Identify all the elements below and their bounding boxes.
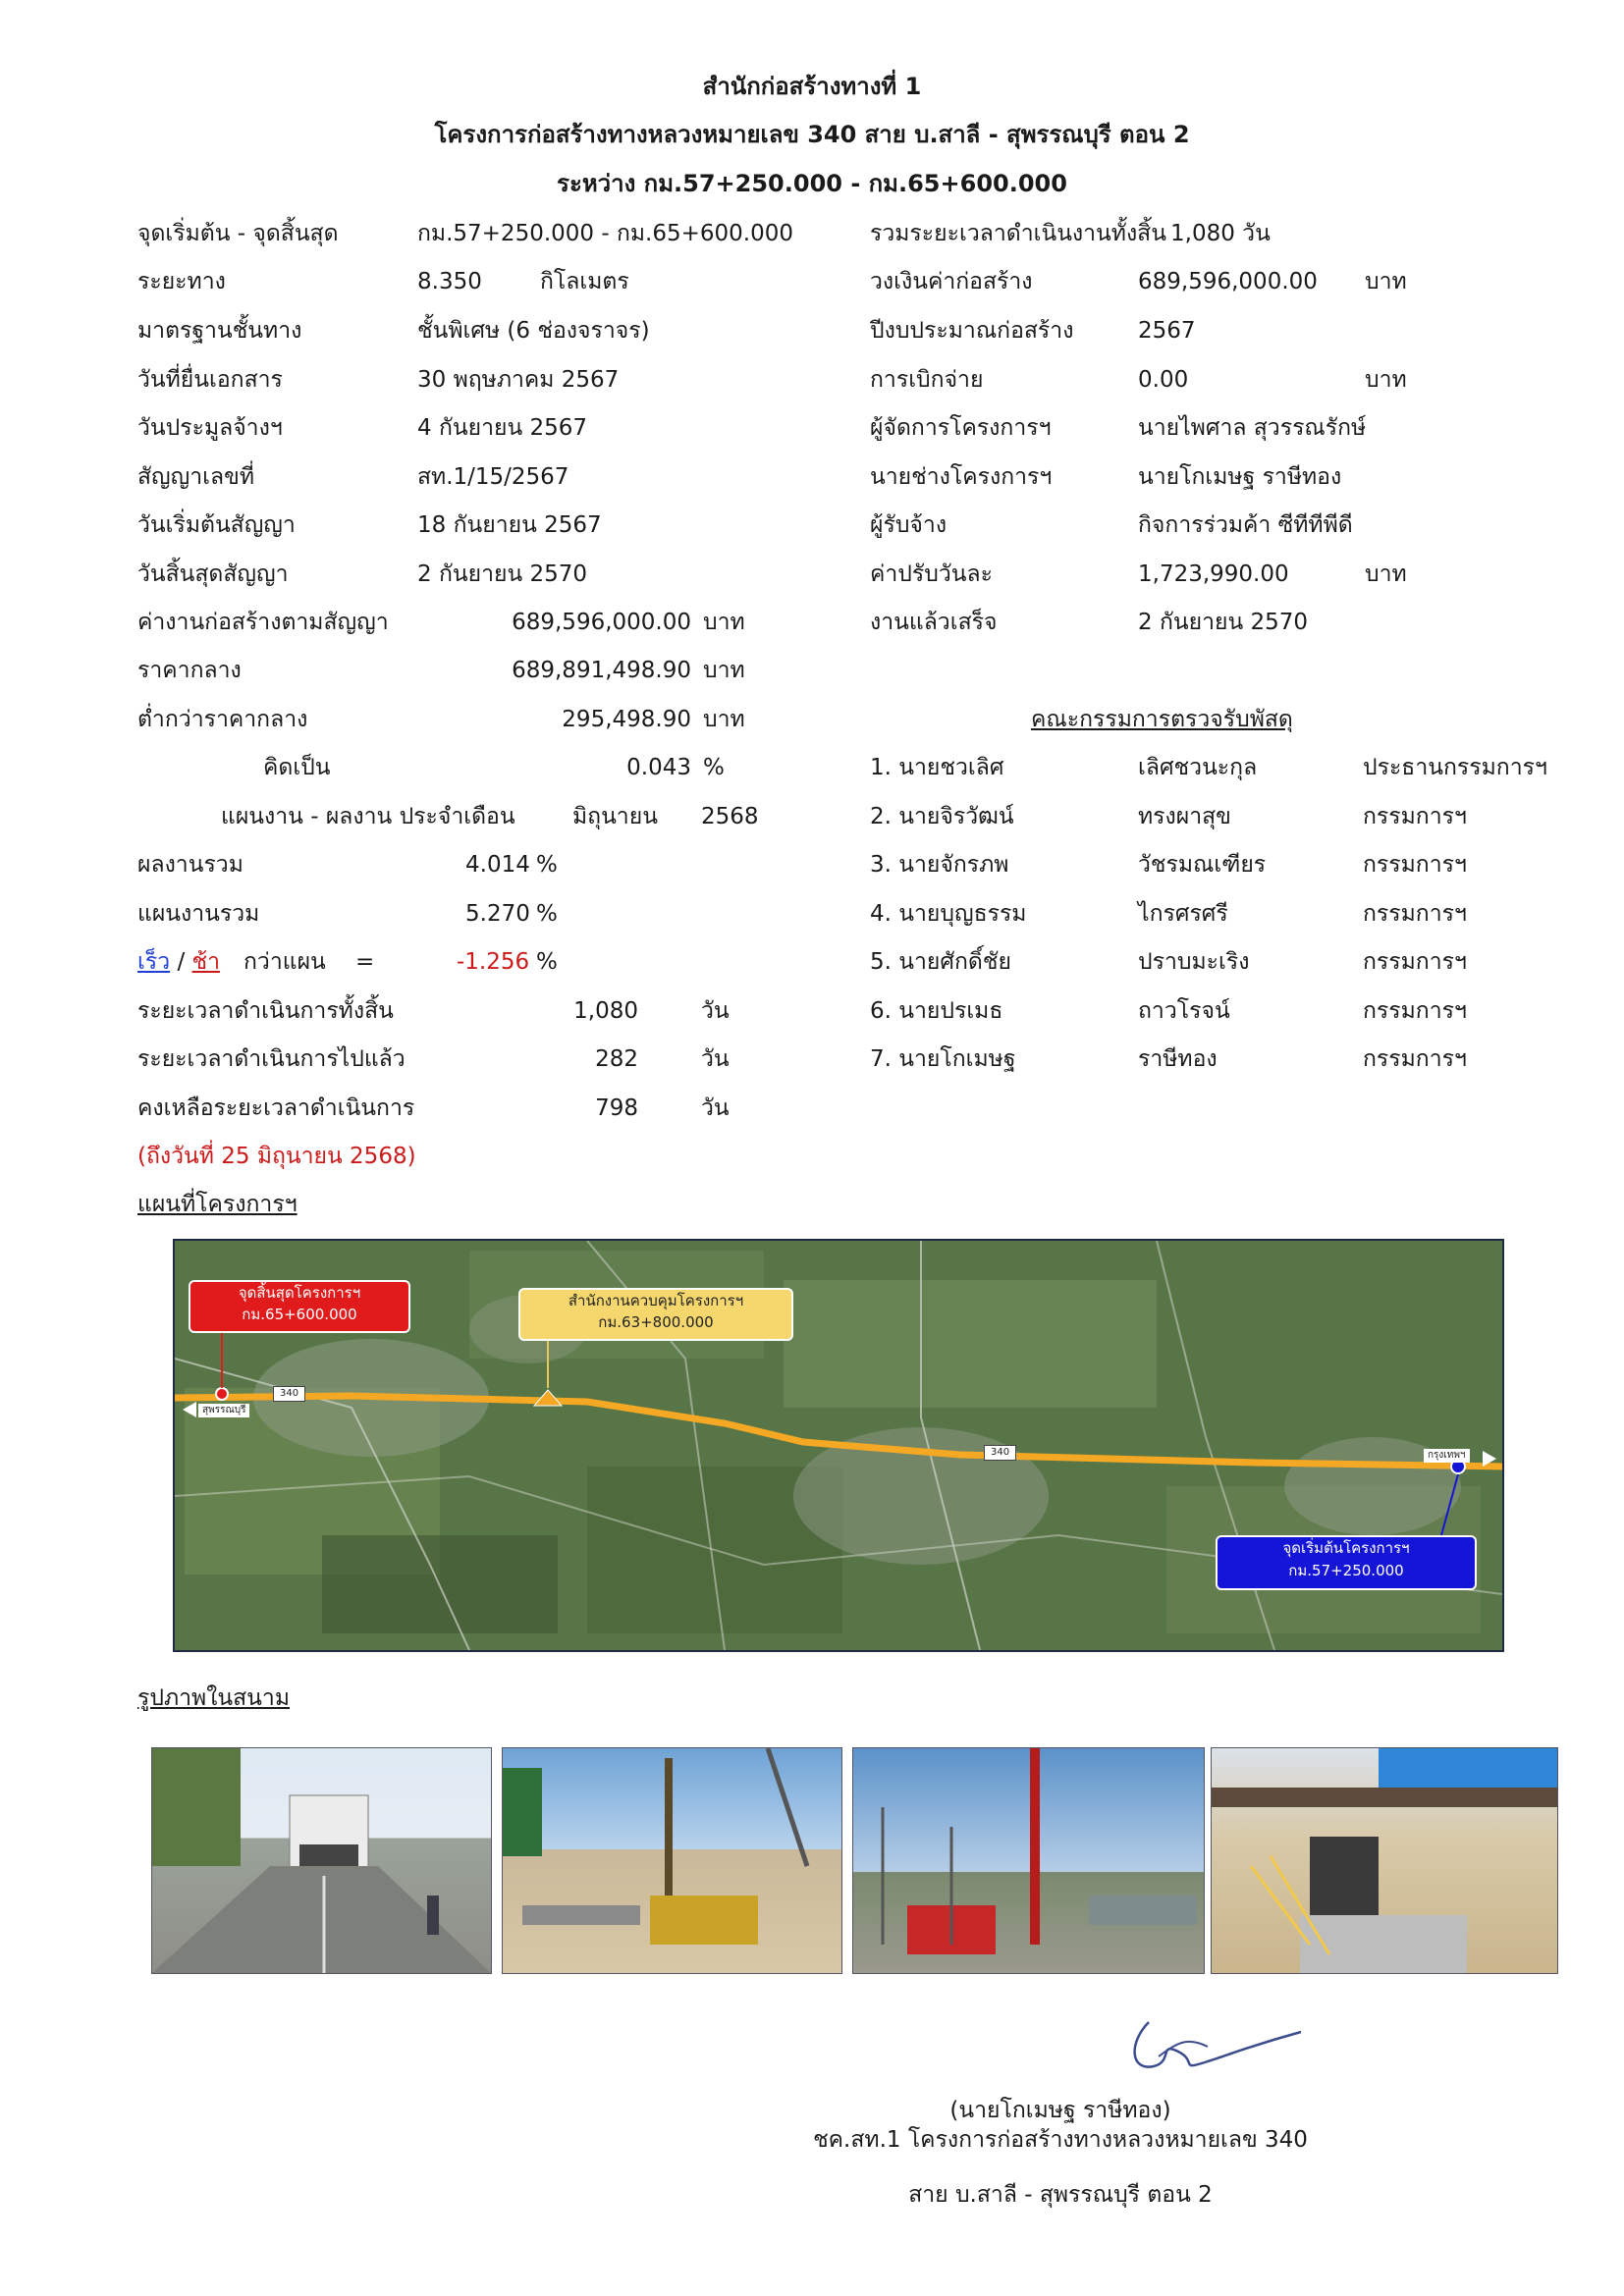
info-value: 2 กันยายน 2570 bbox=[1138, 610, 1309, 635]
suphanburi-direction-label: สุพรรณบุรี bbox=[198, 1404, 249, 1417]
cost-label: ต่ำกว่าราคากลาง bbox=[137, 707, 308, 732]
progress-unit: % bbox=[536, 852, 558, 878]
project-map bbox=[173, 1239, 1504, 1652]
info-value: 1,723,990.00 bbox=[1138, 561, 1289, 587]
info-value: นายไพศาล สุวรรณรักษ์ bbox=[1138, 415, 1367, 441]
signer-position-2: สาย บ.สาลี - สุพรรณบุรี ตอน 2 bbox=[908, 2182, 1213, 2208]
info-value: 0.00 bbox=[1138, 367, 1189, 393]
control-office-marker-label bbox=[518, 1288, 793, 1341]
duration-unit: วัน bbox=[701, 1046, 730, 1072]
committee-name: 5. นายศักดิ์ชัย bbox=[870, 949, 1011, 975]
route-340-shield: 340 bbox=[984, 1445, 1016, 1461]
committee-name: 1. นายชวเลิศ bbox=[870, 755, 1004, 780]
project-start-marker-label bbox=[1216, 1535, 1477, 1590]
committee-surname: ราษีทอง bbox=[1138, 1046, 1218, 1072]
committee-role: กรรมการฯ bbox=[1363, 998, 1467, 1024]
cost-value: 689,596,000.00 bbox=[512, 610, 691, 635]
info-value: ชั้นพิเศษ (6 ช่องจราจร) bbox=[417, 318, 650, 344]
info-unit: บาท bbox=[1365, 269, 1407, 294]
info-value: นายโกเมษฐ ราษีทอง bbox=[1138, 464, 1342, 490]
piling-photo-drawing bbox=[503, 1748, 841, 1973]
info-value: 2567 bbox=[1138, 318, 1196, 344]
field-photo-road bbox=[151, 1747, 492, 1974]
duration-label: คงเหลือระยะเวลาดำเนินการ bbox=[137, 1095, 415, 1121]
info-unit: บาท bbox=[1365, 561, 1407, 587]
info-value: 30 พฤษภาคม 2567 bbox=[417, 367, 620, 393]
route-340-shield: 340 bbox=[273, 1386, 305, 1402]
fast-slow-separator: / bbox=[170, 949, 192, 975]
info-value: สท.1/15/2567 bbox=[417, 464, 569, 490]
slow-label: ช้า bbox=[191, 949, 221, 975]
info-label: การเบิกจ่าย bbox=[870, 367, 984, 393]
info-value: กิจการร่วมค้า ซีทีทีพีดี bbox=[1138, 512, 1353, 538]
info-label: งานแล้วเสร็จ bbox=[870, 610, 998, 635]
total-duration-label: รวมระยะเวลาดำเนินงานทั้งสิ้น bbox=[870, 221, 1166, 246]
bangkok-direction-label: กรุงเทพฯ bbox=[1424, 1449, 1470, 1463]
field-photos-title: รูปภาพในสนาม bbox=[137, 1685, 290, 1711]
committee-surname: ไกรศรศรี bbox=[1138, 901, 1228, 927]
committee-role: กรรมการฯ bbox=[1363, 949, 1467, 975]
project-start-km: กม.57+250.000 bbox=[1288, 1562, 1404, 1579]
committee-surname: เลิศชวนะกุล bbox=[1138, 755, 1258, 780]
km-range-title: ระหว่าง กม.57+250.000 - กม.65+600.000 bbox=[557, 170, 1067, 197]
cost-unit: บาท bbox=[703, 658, 745, 683]
drilling-photo-drawing bbox=[853, 1748, 1204, 1973]
info-label: ค่าปรับวันละ bbox=[870, 561, 993, 587]
info-value: 689,596,000.00 bbox=[1138, 269, 1318, 294]
cost-unit: บาท bbox=[703, 707, 745, 732]
fast-slow-label bbox=[137, 947, 220, 977]
info-value: 2 กันยายน 2570 bbox=[417, 561, 588, 587]
project-start-label: จุดเริ่มต้นโครงการฯ bbox=[1282, 1539, 1410, 1557]
info-unit: กิโลเมตร bbox=[540, 269, 629, 294]
committee-name: 4. นายบุญธรรม bbox=[870, 901, 1027, 927]
field-photo-pile-cap bbox=[1211, 1747, 1558, 1974]
field-photo-piling-rig bbox=[502, 1747, 842, 1974]
equals-sign: = bbox=[355, 949, 375, 975]
progress-value: 4.014 bbox=[465, 852, 530, 878]
plan-month-label: แผนงาน - ผลงาน ประจำเดือน bbox=[221, 804, 515, 829]
cost-label: ราคากลาง bbox=[137, 658, 242, 683]
cost-unit: บาท bbox=[703, 610, 745, 635]
signer-name: (นายโกเมษฐ ราษีทอง) bbox=[949, 2098, 1171, 2123]
project-end-label: จุดสิ้นสุดโครงการฯ bbox=[238, 1284, 361, 1302]
info-label: มาตรฐานชั้นทาง bbox=[137, 318, 302, 344]
diff-unit: % bbox=[536, 949, 558, 975]
info-unit: บาท bbox=[1365, 367, 1407, 393]
info-label: วันสิ้นสุดสัญญา bbox=[137, 561, 289, 587]
signer-position-1: ชค.สท.1 โครงการก่อสร้างทางหลวงหมายเลข 340 bbox=[813, 2127, 1308, 2153]
info-label: จุดเริ่มต้น - จุดสิ้นสุด bbox=[137, 221, 339, 246]
committee-role: กรรมการฯ bbox=[1363, 852, 1467, 878]
pile-cap-photo-drawing bbox=[1212, 1748, 1557, 1973]
cost-value: 295,498.90 bbox=[562, 707, 691, 732]
committee-surname: วัชรมณเฑียร bbox=[1138, 852, 1267, 878]
plan-month: มิถุนายน bbox=[572, 804, 658, 829]
info-value: 18 กันยายน 2567 bbox=[417, 512, 602, 538]
committee-name: 3. นายจักรภพ bbox=[870, 852, 1009, 878]
duration-unit: วัน bbox=[701, 1095, 730, 1121]
committee-surname: ถาวโรจน์ bbox=[1138, 998, 1230, 1024]
office-title: สำนักก่อสร้างทางที่ 1 bbox=[702, 73, 922, 100]
plan-year: 2568 bbox=[701, 804, 759, 829]
committee-role: ประธานกรรมการฯ bbox=[1363, 755, 1547, 780]
committee-role: กรรมการฯ bbox=[1363, 901, 1467, 927]
committee-role: กรรมการฯ bbox=[1363, 804, 1467, 829]
progress-unit: % bbox=[536, 901, 558, 927]
info-label: สัญญาเลขที่ bbox=[137, 464, 254, 490]
duration-value: 1,080 bbox=[573, 998, 638, 1024]
committee-role: กรรมการฯ bbox=[1363, 1046, 1467, 1072]
duration-value: 282 bbox=[595, 1046, 638, 1072]
committee-name: 7. นายโกเมษฐ bbox=[870, 1046, 1016, 1072]
total-duration-value: 1,080 วัน bbox=[1170, 221, 1271, 246]
duration-value: 798 bbox=[595, 1095, 638, 1121]
info-value: 8.350 bbox=[417, 269, 482, 294]
info-label: วันเริ่มต้นสัญญา bbox=[137, 512, 296, 538]
fast-label: เร็ว bbox=[137, 949, 171, 975]
committee-name: 6. นายปรเมธ bbox=[870, 998, 1003, 1024]
handwritten-signature bbox=[1119, 2012, 1306, 2081]
info-label: นายช่างโครงการฯ bbox=[870, 464, 1053, 490]
info-label: ผู้จัดการโครงการฯ bbox=[870, 415, 1052, 441]
diff-value: -1.256 bbox=[457, 949, 530, 975]
project-title: โครงการก่อสร้างทางหลวงหมายเลข 340 สาย บ.สาลี - สุพรรณบุรี ตอน 2 bbox=[434, 121, 1190, 148]
info-label: วงเงินค่าก่อสร้าง bbox=[870, 269, 1033, 294]
cost-label: ค่างานก่อสร้างตามสัญญา bbox=[137, 610, 389, 635]
progress-label: ผลงานรวม bbox=[137, 852, 244, 878]
as-of-date: (ถึงวันที่ 25 มิถุนายน 2568) bbox=[137, 1144, 416, 1169]
committee-name: 2. นายจิรวัฒน์ bbox=[870, 804, 1014, 829]
info-label: ผู้รับจ้าง bbox=[870, 512, 947, 538]
percent-value: 0.043 bbox=[626, 755, 691, 780]
progress-value: 5.270 bbox=[465, 901, 530, 927]
control-office-km: กม.63+800.000 bbox=[598, 1313, 714, 1331]
info-value: 4 กันยายน 2567 bbox=[417, 415, 588, 441]
committee-surname: ปราบมะเริง bbox=[1138, 949, 1250, 975]
info-value: กม.57+250.000 - กม.65+600.000 bbox=[417, 221, 794, 246]
info-label: วันที่ยื่นเอกสาร bbox=[137, 367, 283, 393]
map-title: แผนที่โครงการฯ bbox=[137, 1192, 298, 1217]
duration-label: ระยะเวลาดำเนินการทั้งสิ้น bbox=[137, 998, 394, 1024]
info-label: วันประมูลจ้างฯ bbox=[137, 415, 283, 441]
control-office-label: สำนักงานควบคุมโครงการฯ bbox=[568, 1292, 744, 1309]
committee-surname: ทรงผาสุข bbox=[1138, 804, 1231, 829]
vs-plan-label: กว่าแผน bbox=[244, 949, 326, 975]
progress-label: แผนงานรวม bbox=[137, 901, 260, 927]
duration-unit: วัน bbox=[701, 998, 730, 1024]
cost-value: 689,891,498.90 bbox=[512, 658, 691, 683]
duration-label: ระยะเวลาดำเนินการไปแล้ว bbox=[137, 1046, 406, 1072]
percent-label: คิดเป็น bbox=[263, 755, 331, 780]
project-end-km: กม.65+600.000 bbox=[242, 1306, 357, 1323]
road-photo-drawing bbox=[152, 1748, 491, 1973]
info-label: ปีงบประมาณก่อสร้าง bbox=[870, 318, 1074, 344]
percent-unit: % bbox=[703, 755, 725, 780]
field-photo-drilling-rig bbox=[852, 1747, 1205, 1974]
project-end-marker-label bbox=[189, 1280, 410, 1333]
info-label: ระยะทาง bbox=[137, 269, 226, 294]
committee-title: คณะกรรมการตรวจรับพัสดุ bbox=[1031, 707, 1293, 732]
